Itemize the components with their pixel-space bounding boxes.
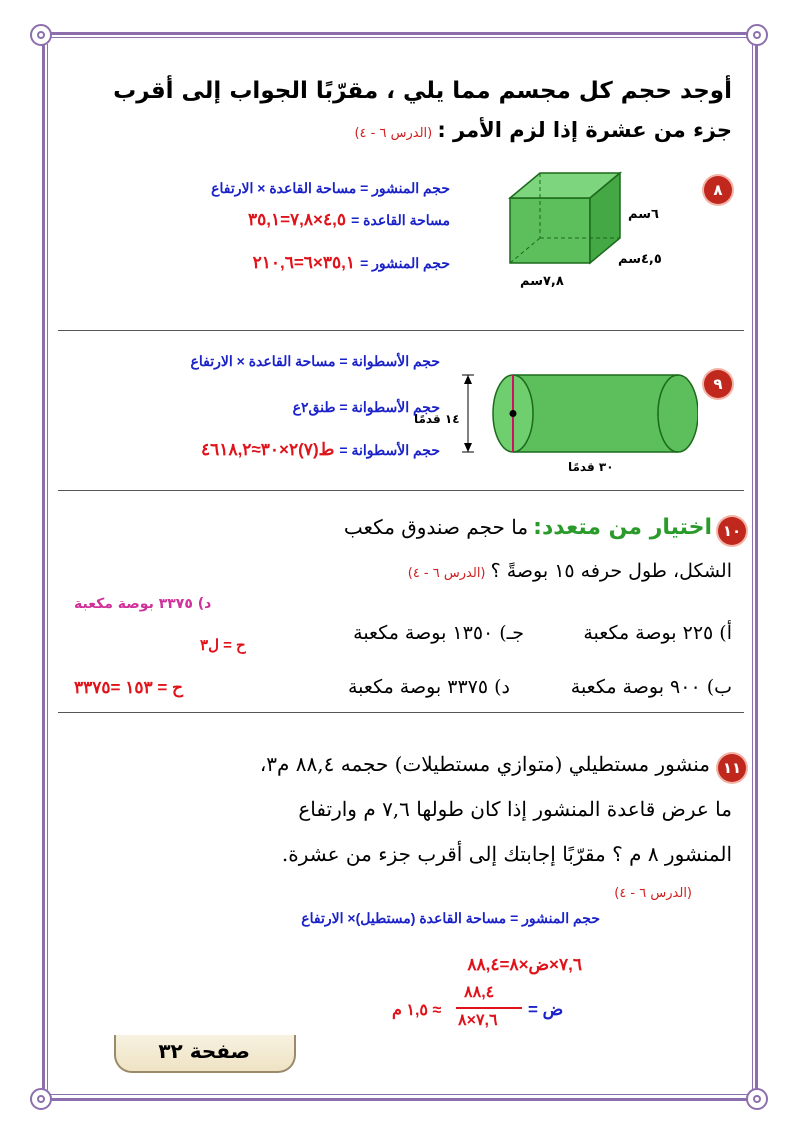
formula-line: حجم الأسطوانة = طنق٢ع: [292, 399, 440, 415]
option-d: د) ٣٣٧٥ بوصة مكعبة: [347, 676, 510, 698]
formula-value: ط(٧)٢×٣٠≈٤٦١٨,٢: [201, 440, 335, 459]
frame-corner-ornament: [30, 24, 52, 46]
formula-line: حجم المنشور = مساحة القاعدة (مستطيل)× الارتفاع: [301, 910, 600, 926]
formula-label: حجم الأسطوانة =: [339, 442, 440, 458]
formula-line: ٧,٦×ض×٨=٨٨,٤: [467, 955, 582, 974]
frame-bottom: [44, 1098, 756, 1101]
question-type-label: اختيار من متعدد:: [533, 515, 712, 540]
frame-left: [42, 44, 45, 1090]
question-text-line: [344, 515, 712, 540]
frame-corner-ornament: [746, 24, 768, 46]
option-b: ب) ٩٠٠ بوصة مكعبة: [570, 676, 732, 698]
dimension-height: ٦سم: [628, 207, 659, 222]
cylinder-figure: [458, 360, 698, 460]
fraction-bar: [456, 1007, 522, 1009]
question-text-line: [408, 560, 732, 582]
fraction-denominator: ٧,٦×٨: [458, 1012, 498, 1029]
fraction-result: ≈ ١,٥ م: [392, 1002, 442, 1019]
formula-value: ٣٥,١×٦=٢١٠,٦: [252, 253, 355, 272]
instructions-line-1: أوجد حجم كل مجسم مما يلي ، مقرّبًا الجواب إلى أقرب: [113, 78, 732, 104]
option-a: أ) ٢٢٥ بوصة مكعبة: [583, 622, 732, 644]
formula-label: حجم المنشور =: [360, 255, 450, 271]
dimension-width: ٧,٨سم: [520, 274, 564, 289]
instructions-text: جزء من عشرة إذا لزم الأمر :: [437, 118, 732, 142]
frame-corner-ornament: [30, 1088, 52, 1110]
section-divider: [58, 490, 744, 491]
frame-right-inner: [752, 44, 753, 1090]
instructions-line-2: [354, 118, 732, 142]
question-text: ما عرض قاعدة المنشور إذا كان طولها ٧,٦ م وارتفاع: [298, 797, 732, 821]
formula-cube: ح = ل٣: [200, 637, 246, 654]
answer-note: د) ٣٣٧٥ بوصة مكعبة: [74, 596, 212, 612]
question-number-badge: ٩: [704, 370, 732, 398]
formula-result: ح = ١٥٣ =٣٣٧٥: [74, 678, 183, 697]
fraction-numerator: ٨٨,٤: [464, 984, 495, 1001]
frame-corner-ornament: [746, 1088, 768, 1110]
page-number-tab: [114, 1035, 296, 1073]
formula-line: حجم المنشور = مساحة القاعدة × الارتفاع: [211, 180, 450, 196]
frame-top-inner: [44, 37, 756, 38]
frame-left-inner: [47, 44, 48, 1090]
dimension-height: ١٤ قدمًا: [414, 412, 460, 426]
formula-line: حجم الأسطوانة = مساحة القاعدة × الارتفاع: [190, 353, 440, 369]
base-area-line: [248, 210, 450, 230]
section-divider: [58, 330, 744, 331]
question-number-badge: ١٠: [718, 517, 746, 545]
section-divider: [58, 712, 744, 713]
question-number-badge: ٨: [704, 176, 732, 204]
option-c: جـ) ١٣٥٠ بوصة مكعبة: [353, 622, 524, 644]
formula-value: ٤,٥×٧,٨=٣٥,١: [247, 210, 346, 229]
question-text: المنشور ٨ م ؟ مقرّبًا إجابتك إلى أقرب جزء من عشرة.: [281, 842, 732, 866]
question-text: ما حجم صندوق مكعب: [343, 515, 529, 539]
dimension-depth: ٤,٥سم: [618, 252, 662, 267]
lesson-ref: (الدرس ٦ - ٤): [614, 886, 692, 901]
lesson-ref: (الدرس ٦ - ٤): [354, 126, 433, 141]
fraction-lhs: ض =: [528, 1000, 564, 1019]
fraction-expression: [388, 980, 588, 1040]
volume-line: [253, 253, 450, 273]
question-number-badge: ١١: [718, 754, 746, 782]
frame-bottom-inner: [44, 1094, 756, 1095]
lesson-ref: (الدرس ٦ - ٤): [407, 566, 486, 581]
question-text: منشور مستطيلي (متوازي مستطيلات) حجمه ٨٨,٤ م٣،: [259, 752, 710, 776]
frame-right: [755, 44, 758, 1090]
formula-label: مساحة القاعدة =: [351, 212, 450, 228]
page-number: صفحة ٣٢: [158, 1039, 250, 1063]
question-text: الشكل، طول حرفه ١٥ بوصةً ؟: [490, 560, 732, 582]
dimension-length: ٣٠ قدمًا: [568, 460, 614, 474]
volume-line: [201, 440, 440, 460]
frame-top: [44, 32, 756, 35]
